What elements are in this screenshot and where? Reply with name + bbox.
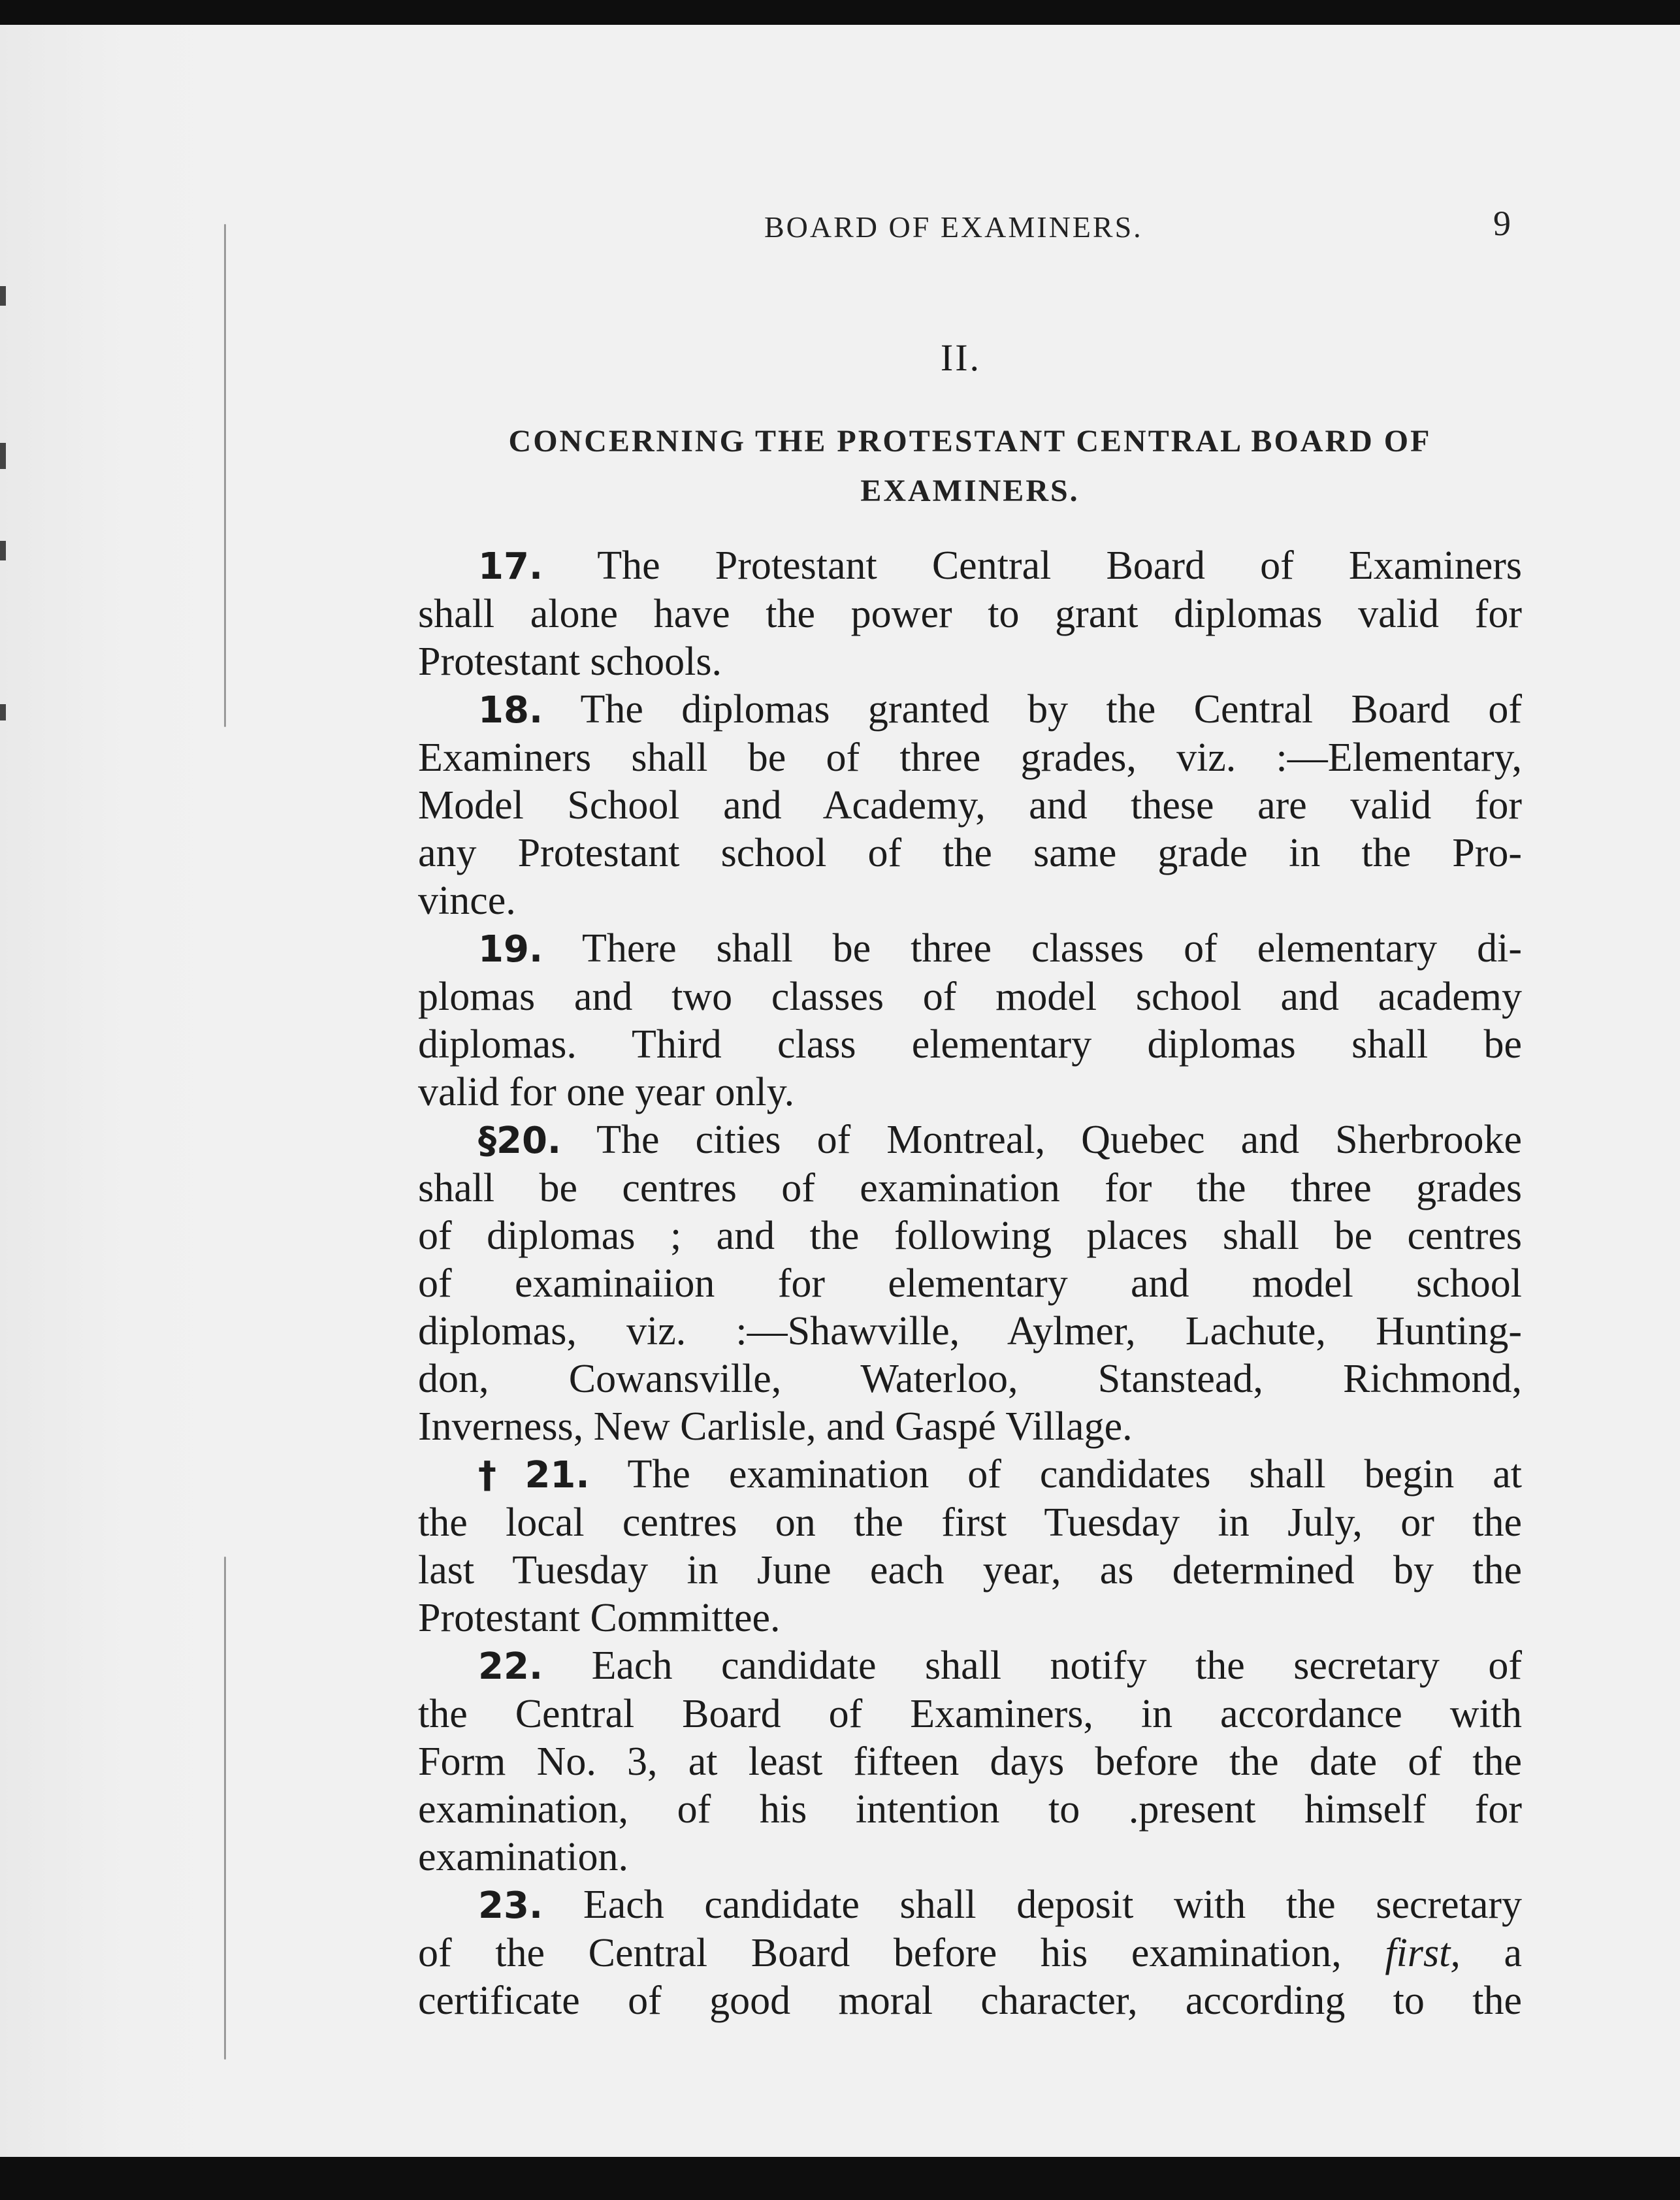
line-text: of diplomas ; and the following places shall be centres [418, 1214, 1522, 1258]
article-paragraph [418, 1116, 1522, 1451]
text-line [418, 1738, 1522, 1786]
article-number: †21. [478, 1454, 590, 1496]
line-text: certificate of good moral character, according to the [418, 1979, 1522, 2023]
line-text: diplomas. Third class elementary diplomas shall be [418, 1022, 1522, 1067]
text-line [418, 782, 1522, 830]
text-line [418, 734, 1522, 782]
line-text: Form No. 3, at least fifteen days before the date of the [418, 1739, 1522, 1784]
line-text: of the Central Board before his examination, [418, 1931, 1342, 1975]
line-text: the Central Board of Examiners, in accordance with [418, 1692, 1522, 1736]
chapter-heading [0, 336, 1680, 380]
line-text: diplomas, viz. :—Shawville, Aylmer, Lachute, Hunting- [418, 1309, 1522, 1353]
text-line [418, 1930, 1522, 1977]
text-line [418, 1451, 1522, 1499]
text-line [418, 1165, 1522, 1212]
text-line [418, 1069, 1522, 1116]
text-line [418, 1642, 1522, 1690]
page-number: 9 [1493, 204, 1511, 243]
article-paragraph [418, 1642, 1522, 1881]
article-paragraph [418, 686, 1522, 925]
text-line [418, 1977, 1522, 2025]
running-head: BOARD OF EXAMINERS. [764, 210, 1143, 244]
line-text: Each candidate shall notify the secretary of [543, 1643, 1522, 1688]
chapter-title [418, 417, 1522, 516]
edge-mark [0, 286, 6, 306]
line-text: The diplomas granted by the Central Board of [543, 687, 1522, 732]
chapter-title-line: EXAMINERS. [860, 474, 1080, 508]
article-number: 19. [478, 928, 543, 971]
chapter-number: II. [940, 336, 982, 379]
line-text: the local centres on the first Tuesday in July, or the [418, 1500, 1522, 1545]
line-text: valid for one year only. [418, 1070, 795, 1114]
body-text [418, 542, 1522, 2025]
article-number: 23. [478, 1885, 543, 1927]
line-text: Inverness, New Carlisle, and Gaspé Village. [418, 1404, 1133, 1449]
text-line [418, 590, 1522, 638]
line-text: Each candidate shall deposit with the secretary [543, 1883, 1522, 1927]
article-paragraph [418, 1451, 1522, 1642]
text-line [418, 1834, 1522, 1881]
text-line [418, 877, 1522, 925]
chapter-title-line: CONCERNING THE PROTESTANT CENTRAL BOARD OF [508, 424, 1432, 459]
gutter-line-upper [224, 224, 226, 727]
line-text: examination. [418, 1835, 628, 1879]
text-line [418, 686, 1522, 734]
line-text: The cities of Montreal, Quebec and Sherbrooke [561, 1118, 1522, 1162]
text-line [418, 973, 1522, 1021]
line-text: Examiners shall be of three grades, viz. :—Elementary, [418, 736, 1522, 780]
text-line [418, 1116, 1522, 1165]
article-paragraph [418, 925, 1522, 1116]
article-paragraph [418, 542, 1522, 686]
line-text: Model School and Academy, and these are valid for [418, 783, 1522, 828]
text-line [418, 1403, 1522, 1451]
article-number: §20. [478, 1120, 562, 1162]
line-text: of examinaiion for elementary and model school [418, 1261, 1522, 1306]
article-number: 17. [478, 545, 543, 588]
text-line [418, 1260, 1522, 1308]
text-line [418, 1212, 1522, 1260]
text-line [418, 1594, 1522, 1642]
line-text: The Protestant Central Board of Examiners [543, 543, 1522, 588]
line-text: plomas and two classes of model school and academy [418, 975, 1522, 1019]
text-line [418, 830, 1522, 877]
text-line [418, 1355, 1522, 1403]
article-number: 18. [478, 689, 543, 732]
italic-emphasis: first, [1385, 1931, 1461, 1975]
article-paragraph [418, 1881, 1522, 2025]
text-line [418, 1021, 1522, 1069]
gutter-line-lower [224, 1557, 226, 2060]
line-text: don, Cowansville, Waterloo, Stanstead, Richmond, [418, 1357, 1522, 1401]
text-line [418, 638, 1522, 686]
line-text: any Protestant school of the same grade in the Pro- [418, 831, 1522, 875]
line-text: last Tuesday in June each year, as determined by the [418, 1548, 1522, 1593]
book-page [0, 25, 1680, 2157]
text-line [418, 1547, 1522, 1594]
edge-mark [0, 704, 6, 720]
scan-border [0, 2157, 1680, 2200]
line-text: The examination of candidates shall begin at [589, 1452, 1522, 1496]
article-number: 22. [478, 1645, 543, 1688]
line-text: examination, of his intention to .present himself for [418, 1787, 1522, 1832]
line-text: shall be centres of examination for the three grades [418, 1166, 1522, 1210]
text-line [418, 1690, 1522, 1738]
text-line [418, 1499, 1522, 1547]
edge-mark [0, 443, 6, 469]
text-line [418, 542, 1522, 590]
line-text: Protestant schools. [418, 639, 722, 684]
text-line [418, 1308, 1522, 1355]
line-text: There shall be three classes of elementary di- [543, 926, 1522, 971]
edge-mark [0, 541, 6, 560]
line-text: Protestant Committee. [418, 1596, 781, 1640]
line-text: shall alone have the power to grant diplomas valid for [418, 592, 1522, 636]
text-line [418, 925, 1522, 973]
line-text: a [1460, 1931, 1522, 1975]
text-line [418, 1881, 1522, 1930]
line-text: vince. [418, 879, 516, 923]
text-line [418, 1786, 1522, 1834]
